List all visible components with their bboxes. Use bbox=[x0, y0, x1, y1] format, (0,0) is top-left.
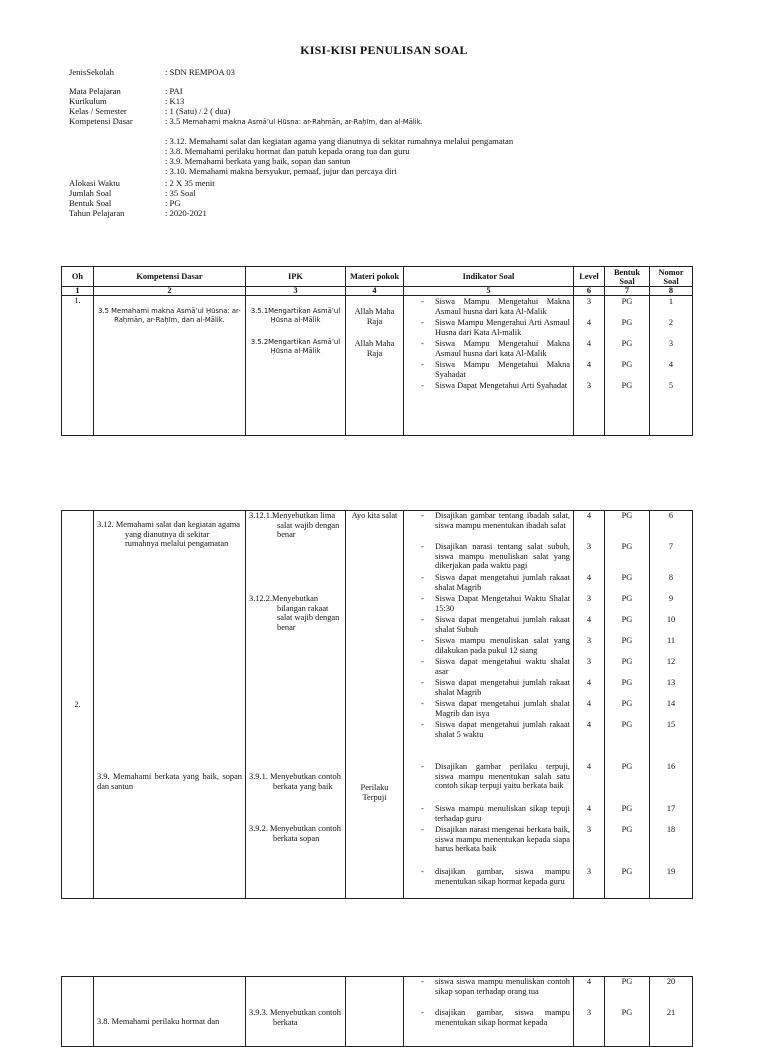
level-value: 3 bbox=[586, 636, 592, 645]
column-number: 2 bbox=[94, 287, 246, 296]
meta-value: : 35 Soal bbox=[165, 188, 196, 198]
level-value: 3 bbox=[586, 297, 592, 306]
bentuk-value: PG bbox=[621, 636, 633, 645]
kd-text: 3.9. Memahami berkata yang baik, sopan dan santun bbox=[97, 772, 242, 791]
header-indikator-soal: Indikator Soal bbox=[404, 267, 574, 287]
column-number: 7 bbox=[605, 287, 650, 296]
nomor-value: 14 bbox=[666, 699, 676, 708]
row-number-cell bbox=[62, 977, 94, 1047]
indikator-text: Siswa dapat mengetahui waktu shalat asar bbox=[435, 657, 570, 676]
bentuk-cell bbox=[605, 511, 650, 899]
nomor-value: 21 bbox=[666, 1008, 676, 1017]
indikator-text: siswa siswa mampu menuliskan contoh sikap sopan terhadap orang tua bbox=[435, 977, 570, 996]
indikator-text: disajikan gambar, siswa mampu menentukan sikap hormat kepada bbox=[435, 1008, 570, 1027]
indikator-text: Disajikan narasi mengenai berkata baik, siswa mampu menentukan kepada siapa harus berkata baik bbox=[435, 825, 570, 854]
level-value: 4 bbox=[586, 511, 592, 520]
level-value: 3 bbox=[586, 1008, 592, 1017]
bullet-dash: - bbox=[421, 720, 424, 729]
nomor-value: 1 bbox=[668, 297, 674, 306]
bentuk-value: PG bbox=[621, 678, 633, 687]
meta-value: : 1 (Satu) / 2 ( dua) bbox=[165, 106, 231, 116]
meta-label: Kurikulum bbox=[69, 96, 107, 106]
meta-label: Bentuk Soal bbox=[69, 198, 112, 208]
indikator-text: Siswa dapat mengetahui jumlah rakaat shalat 5 waktu bbox=[435, 720, 570, 739]
meta-value: : PG bbox=[165, 198, 181, 208]
materi-cell bbox=[346, 977, 404, 1047]
level-value: 3 bbox=[586, 867, 592, 876]
nomor-value: 16 bbox=[666, 762, 676, 771]
level-value: 3 bbox=[586, 657, 592, 666]
nomor-value: 20 bbox=[666, 977, 676, 986]
meta-value: : 2 X 35 menit bbox=[165, 178, 215, 188]
meta-value: : 3.8. Memahami perilaku hormat dan patuh kepada orang tua dan guru bbox=[165, 146, 410, 156]
bullet-dash: - bbox=[421, 867, 424, 876]
level-cell bbox=[574, 977, 605, 1047]
level-value: 4 bbox=[586, 699, 592, 708]
nomor-value: 2 bbox=[668, 318, 674, 327]
meta-label: Mata Pelajaran bbox=[69, 86, 121, 96]
nomor-cell bbox=[650, 511, 693, 899]
indikator-text: Siswa Mampu Mengerahui Arti Asmaul Husna dari Kata Al-malik bbox=[435, 318, 570, 337]
nomor-value: 19 bbox=[666, 867, 676, 876]
bullet-dash: - bbox=[421, 360, 424, 369]
level-value: 4 bbox=[586, 318, 592, 327]
materi-text: Allah Maha Raja bbox=[354, 307, 395, 326]
column-number: 1 bbox=[62, 287, 94, 296]
bentuk-value: PG bbox=[621, 762, 633, 771]
bentuk-value: PG bbox=[621, 318, 633, 327]
level-value: 4 bbox=[586, 573, 592, 582]
bentuk-value: PG bbox=[621, 699, 633, 708]
nomor-value: 12 bbox=[666, 657, 676, 666]
level-cell bbox=[574, 511, 605, 899]
bentuk-value: PG bbox=[621, 511, 633, 520]
level-value: 3 bbox=[586, 825, 592, 834]
bentuk-value: PG bbox=[621, 542, 633, 551]
row-number-cell bbox=[62, 511, 94, 899]
materi-cell bbox=[346, 511, 404, 899]
materi-text: Ayo kita salat bbox=[351, 511, 398, 520]
meta-value: : 3.10. Memahami makna bersyukur, pemaaf, jujur dan percaya diri bbox=[165, 166, 397, 176]
level-value: 4 bbox=[586, 360, 592, 369]
bentuk-value: PG bbox=[621, 594, 633, 603]
bullet-dash: - bbox=[421, 977, 424, 986]
bentuk-value: PG bbox=[621, 977, 633, 986]
level-value: 4 bbox=[586, 762, 592, 771]
nomor-value: 18 bbox=[666, 825, 676, 834]
meta-value: : SDN REMPOA 03 bbox=[165, 67, 235, 77]
indikator-text: Siswa Mampu Mengetahui Makna Asmaul husna dari kata Al-Malik bbox=[435, 339, 570, 358]
meta-value: : 3.12. Memahami salat dan kegiatan agama yang dianutnya di sekitar rumahnya melalui pengamatan bbox=[165, 136, 514, 146]
bullet-dash: - bbox=[421, 339, 424, 348]
materi-text: Perilaku Terpuji bbox=[360, 783, 389, 802]
header-nomor-soal: Nomor Soal bbox=[650, 267, 693, 287]
row-number: 2. bbox=[74, 699, 81, 709]
bullet-dash: - bbox=[421, 1008, 424, 1017]
nomor-cell bbox=[650, 296, 693, 436]
bullet-dash: - bbox=[421, 594, 424, 603]
row-number: 1. bbox=[74, 296, 81, 305]
nomor-value: 3 bbox=[668, 339, 674, 348]
header-oh: Oh bbox=[62, 267, 94, 287]
kisi-table-2 bbox=[61, 510, 693, 899]
row-number-cell bbox=[62, 296, 94, 436]
nomor-value: 11 bbox=[666, 636, 676, 645]
ipk-text: 3.12.1.Menyebutkan lima salat wajib dengan benar bbox=[249, 511, 340, 540]
nomor-value: 17 bbox=[666, 804, 676, 813]
level-value: 3 bbox=[586, 381, 592, 390]
indikator-cell bbox=[404, 511, 574, 899]
indikator-cell bbox=[404, 296, 574, 436]
nomor-value: 5 bbox=[668, 381, 674, 390]
indikator-text: Siswa dapat mengetahui jumlah rakaat shalat Magrib bbox=[435, 573, 570, 592]
indikator-text: Siswa mampu menuliskan salat yang dilakukan pada pukul 12 siang bbox=[435, 636, 570, 655]
bullet-dash: - bbox=[421, 318, 424, 327]
indikator-text: Siswa Dapat Mengetahui Arti Syahadat bbox=[435, 381, 568, 390]
meta-value: : K13 bbox=[165, 96, 185, 106]
indikator-text: Siswa dapat mengetahui jumlah rakaat shalat Magrib bbox=[435, 678, 570, 697]
bullet-dash: - bbox=[421, 381, 424, 390]
bentuk-value: PG bbox=[621, 825, 633, 834]
bullet-dash: - bbox=[421, 615, 424, 624]
level-value: 4 bbox=[586, 339, 592, 348]
nomor-value: 6 bbox=[668, 511, 674, 520]
nomor-value: 7 bbox=[668, 542, 674, 551]
bullet-dash: - bbox=[421, 678, 424, 687]
header-bentuk-soal: Bentuk Soal bbox=[605, 267, 650, 287]
bentuk-value: PG bbox=[621, 297, 633, 306]
bentuk-cell bbox=[605, 977, 650, 1047]
column-number: 3 bbox=[246, 287, 346, 296]
column-number: 5 bbox=[404, 287, 574, 296]
bentuk-value: PG bbox=[621, 360, 633, 369]
nomor-value: 13 bbox=[666, 678, 676, 687]
ipk-text: 3.9.1. Menyebutkan contoh berkata yang baik bbox=[249, 772, 341, 791]
bullet-dash: - bbox=[421, 573, 424, 582]
kd-text: 3.5 Memahami makna Asmā’ul Ḥūsna: ar-Raḥmān, ar-Raḥīm, dan al-Mālik. bbox=[98, 307, 241, 324]
meta-value: : 2020-2021 bbox=[165, 208, 207, 218]
header-kompetensi-dasar: Kompetensi Dasar bbox=[94, 267, 246, 287]
meta-value: : 3.5 Memahami makna Asmā’ul Ḥūsna: ar-Raḥmān, ar-Raḥīm, dan al-Mālik. bbox=[165, 116, 423, 126]
ipk-text: 3.9.3. Menyebutkan contoh berkata bbox=[249, 1008, 341, 1027]
bullet-dash: - bbox=[421, 511, 424, 520]
column-number: 8 bbox=[650, 287, 693, 296]
page-title: KISI-KISI PENULISAN SOAL bbox=[300, 43, 468, 57]
level-value: 4 bbox=[586, 678, 592, 687]
header-level: Level bbox=[574, 267, 605, 287]
bentuk-value: PG bbox=[621, 339, 633, 348]
level-cell bbox=[574, 296, 605, 436]
level-value: 3 bbox=[586, 594, 592, 603]
level-value: 4 bbox=[586, 804, 592, 813]
indikator-text: Siswa dapat mengetahui jumlah shalat Magrib dan isya bbox=[435, 699, 570, 718]
meta-label: Kompetensi Dasar bbox=[69, 116, 133, 126]
bullet-dash: - bbox=[421, 636, 424, 645]
level-value: 4 bbox=[586, 720, 592, 729]
nomor-value: 9 bbox=[668, 594, 674, 603]
bentuk-value: PG bbox=[621, 1008, 633, 1017]
indikator-text: Disajikan narasi tentang salat subuh, siswa mampu menuliskan salat yang dikerjakan pada waktu pagi bbox=[435, 542, 570, 571]
indikator-text: Disajikan gambar perilaku terpuji, siswa mampu menentukan salah satu contoh sikap terpuji yaitu berkata baik bbox=[435, 762, 570, 791]
kd-cell bbox=[94, 296, 246, 436]
kd-cell bbox=[94, 977, 246, 1047]
materi-cell bbox=[346, 296, 404, 436]
nomor-value: 10 bbox=[666, 615, 676, 624]
column-number: 4 bbox=[346, 287, 404, 296]
level-value: 3 bbox=[586, 542, 592, 551]
meta-label: Jumlah Soal bbox=[69, 188, 112, 198]
indikator-text: disajikan gambar, siswa mampu menentukan sikap hormat kepada guru bbox=[435, 867, 570, 886]
level-value: 4 bbox=[586, 977, 592, 986]
bentuk-value: PG bbox=[621, 804, 633, 813]
bullet-dash: - bbox=[421, 297, 424, 306]
kd-text: 3.12. Memahami salat dan kegiatan agama yang dianutnya di sekitar rumahnya melalui pengamatan bbox=[97, 520, 241, 549]
bullet-dash: - bbox=[421, 762, 424, 771]
kisi-table-3 bbox=[61, 976, 693, 1047]
bullet-dash: - bbox=[421, 804, 424, 813]
bentuk-value: PG bbox=[621, 573, 633, 582]
ipk-text: 3.12.2.Menyebutkan bilangan rakaat salat wajib dengan benar bbox=[249, 594, 340, 632]
kd-cell bbox=[94, 511, 246, 899]
nomor-value: 8 bbox=[668, 573, 674, 582]
indikator-text: Siswa Dapat Mengetahui Waktu Shalat 15:30 bbox=[435, 594, 570, 613]
header-materi-pokok: Materi pokok bbox=[346, 267, 404, 287]
indikator-cell bbox=[404, 977, 574, 1047]
nomor-value: 4 bbox=[668, 360, 674, 369]
indikator-text: Siswa Mampu Mengetahui Makna Asmaul husna dari kata Al-Malik bbox=[435, 297, 570, 316]
ipk-cell bbox=[246, 296, 346, 436]
indikator-text: Disajikan gambar tentang ibadah salat, siswa mampu menentukan ibadah salat bbox=[435, 511, 570, 530]
column-number: 6 bbox=[574, 287, 605, 296]
indikator-text: Siswa Mampu Mengetahui Makna Syahadat bbox=[435, 360, 570, 379]
indikator-text: Siswa mampu menuliskan sikap tepuji terhadap guru bbox=[435, 804, 570, 823]
kisi-table-1 bbox=[61, 266, 693, 436]
indikator-text: Siswa dapat mengetahui jumlah rakaat shalat Subuh bbox=[435, 615, 570, 634]
meta-label: JenisSekolah bbox=[69, 67, 114, 77]
meta-value: : 3.9. Memahami berkata yang baik, sopan dan santun bbox=[165, 156, 351, 166]
nomor-cell bbox=[650, 977, 693, 1047]
meta-label: Kelas / Semester bbox=[69, 106, 127, 116]
bullet-dash: - bbox=[421, 699, 424, 708]
materi-text: Allah Maha Raja bbox=[354, 339, 395, 358]
kd-text: 3.8. Memahami perilaku hormat dan bbox=[97, 1017, 220, 1026]
header-ipk: IPK bbox=[246, 267, 346, 287]
bentuk-cell bbox=[605, 296, 650, 436]
meta-label: Tahun Pelajaran bbox=[69, 208, 125, 218]
ipk-cell bbox=[246, 977, 346, 1047]
bentuk-value: PG bbox=[621, 720, 633, 729]
ipk-cell bbox=[246, 511, 346, 899]
bentuk-value: PG bbox=[621, 615, 633, 624]
meta-value: : PAI bbox=[165, 86, 183, 96]
bentuk-value: PG bbox=[621, 381, 633, 390]
ipk-text: 3.9.2. Menyebutkan contoh berkata sopan bbox=[249, 824, 341, 843]
level-value: 4 bbox=[586, 615, 592, 624]
ipk-text: 3.5.2Mengartikan Asmā’ul Ḥūsna al-Mālik bbox=[250, 338, 341, 355]
nomor-value: 15 bbox=[666, 720, 676, 729]
bullet-dash: - bbox=[421, 657, 424, 666]
bentuk-value: PG bbox=[621, 657, 633, 666]
ipk-text: 3.5.1Mengartikan Asmā’ul Ḥūsna al-Mālik bbox=[250, 307, 341, 324]
meta-label: Alokasi Waktu bbox=[69, 178, 120, 188]
bullet-dash: - bbox=[421, 825, 424, 834]
bentuk-value: PG bbox=[621, 867, 633, 876]
bullet-dash: - bbox=[421, 542, 424, 551]
